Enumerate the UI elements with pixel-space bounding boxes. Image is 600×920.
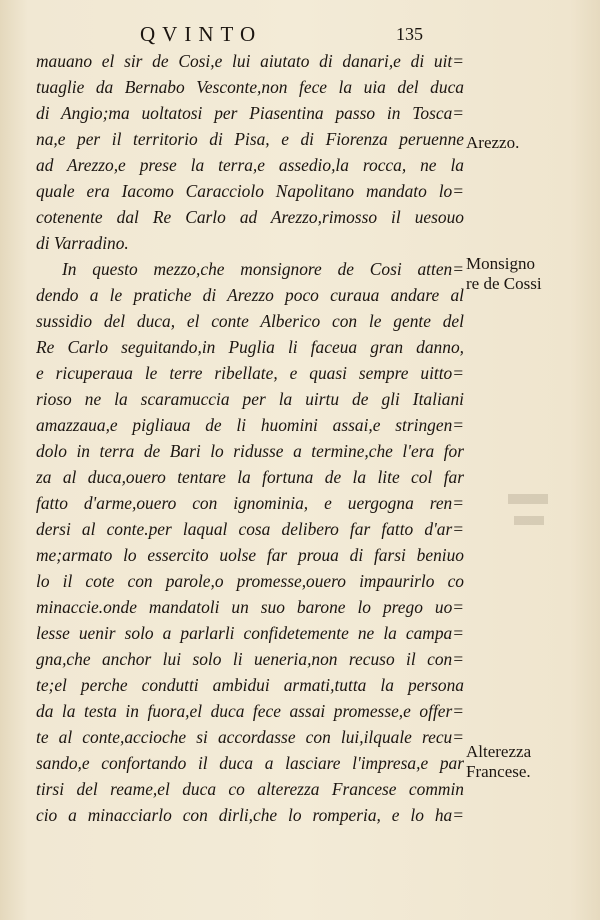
margin-note-arezzo (466, 133, 586, 153)
text-line: mauano el sir de Cosi,e lui aiutato di danari,e di uit= (36, 51, 464, 71)
text-line: sando,e confortando il duca a lasciare l'impresa,e par (36, 753, 464, 773)
text-line: cio a minacciarlo con dirli,che lo romperia, e lo ha= (36, 805, 464, 825)
text-line: lo il cote con parole,o promesse,ouero impaurirlo co (36, 571, 464, 591)
text-line: di Varradino. (36, 233, 129, 253)
text-line: rioso ne la scaramuccia per la uirtu de gli Italiani (36, 389, 464, 409)
running-head: QVINTO (140, 22, 263, 46)
text-line: na,e per il territorio di Pisa, e di Fiorenza peruenne (36, 129, 464, 149)
margin-note-alterezza (466, 742, 586, 782)
bleed-through-marks (472, 488, 552, 538)
text-line: e ricuperaua le terre ribellate, e quasi sempre uitto= (36, 363, 464, 383)
text-line: te;el perche condutti ambidui armati,tutta la persona (36, 675, 464, 695)
text-line: tirsi del reame,el duca co alterezza Francese commin (36, 779, 464, 799)
text-line: gna,che anchor lui solo li ueneria,non recuso il con= (36, 649, 464, 669)
text-line: dersi al conte.per laqual cosa delibero far fatto d'ar= (36, 519, 464, 539)
text-line: dendo a le pratiche di Arezzo poco curaua andare al (36, 285, 464, 305)
margin-note-text: Alterezza (466, 742, 532, 761)
margin-note-text: re de Cossi (466, 274, 542, 293)
bleed-through-shape (472, 488, 552, 538)
text-line: sussidio del duca, el conte Alberico con le gente del (36, 311, 464, 331)
text-line: fatto d'arme,ouero con ignominia, e uergogna ren= (36, 493, 464, 513)
margin-note-text: Arezzo. (466, 133, 520, 152)
main-text-block (36, 48, 464, 828)
text-line: tuaglie da Bernabo Vesconte,non fece la uia del duca (36, 77, 464, 97)
margin-note-text: Monsigno (466, 254, 535, 273)
text-line: Re Carlo seguitando,in Puglia li faceua gran danno, (36, 337, 464, 357)
text-line: me;armato lo essercito uolse far proua di farsi beniuo (36, 545, 464, 565)
text-line: za al duca,ouero tentare la fortuna de la lite col far (36, 467, 464, 487)
text-line: minaccie.onde mandatoli un suo barone lo prego uo= (36, 597, 464, 617)
text-line: dolo in terra de Bari lo ridusse a termine,che l'era for (36, 441, 464, 461)
text-line: quale era Iacomo Caracciolo Napolitano mandato lo= (36, 181, 464, 201)
text-line: ad Arezzo,e prese la terra,e assedio,la rocca, ne la (36, 155, 464, 175)
text-line: da la testa in fuora,el duca fece assai promesse,e offer= (36, 701, 464, 721)
page-number: 135 (396, 24, 423, 44)
paragraph-start-line: In questo mezzo,che monsignore de Cosi atten= (62, 259, 464, 279)
text-line: cotenente dal Re Carlo ad Arezzo,rimosso il uesouo (36, 207, 464, 227)
margin-note-text: Francese. (466, 762, 531, 781)
text-line: di Angio;ma uoltatosi per Piasentina passo in Tosca= (36, 103, 464, 123)
margin-note-monsignore (466, 254, 586, 294)
text-line: amazzaua,e pigliaua de li huomini assai,e stringen= (36, 415, 464, 435)
text-line: te al conte,accioche si accordasse con lui,ilquale recu= (36, 727, 464, 747)
text-line: lesse uenir solo a parlarli confidetemente ne la campa= (36, 623, 464, 643)
